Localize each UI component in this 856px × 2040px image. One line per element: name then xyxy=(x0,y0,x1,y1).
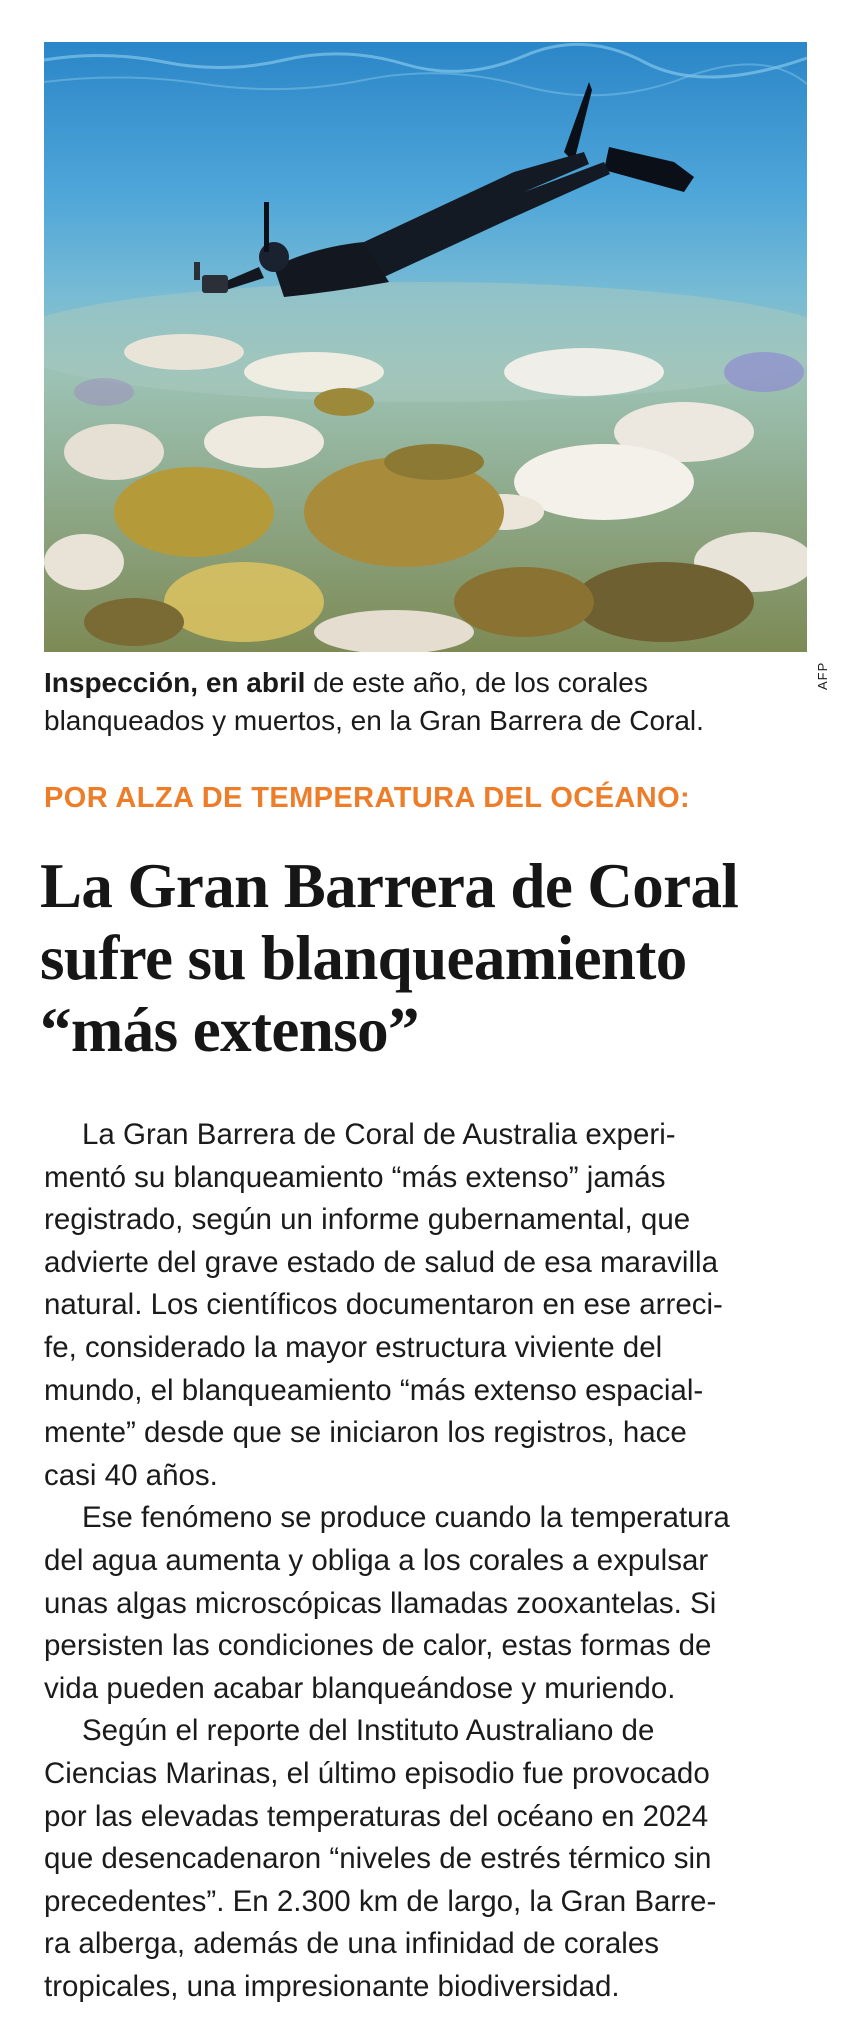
photo-credit: AFP xyxy=(815,661,830,690)
body-line: Según el reporte del Instituto Australiano de xyxy=(82,1714,655,1748)
photo-caption xyxy=(44,664,814,740)
headline-line-2: sufre su blanqueamiento xyxy=(40,923,687,993)
body-line: registrado, según un informe gubernamental, que xyxy=(44,1203,691,1237)
article-body xyxy=(44,1114,814,2008)
caption-bold-lead: Inspección, en abril xyxy=(44,667,306,698)
caption-text-1: de este año, de los corales xyxy=(305,667,648,698)
body-line: Ciencias Marinas, el último episodio fue provocado xyxy=(44,1756,710,1790)
body-line: tropicales, una impresionante biodiversidad. xyxy=(44,1969,620,2003)
body-line: mente” desde que se iniciaron los registros, hace xyxy=(44,1416,687,1450)
body-line: unas algas microscópicas llamadas zooxantelas. Si xyxy=(44,1586,717,1620)
body-line: mentó su blanqueamiento “más extenso” jamás xyxy=(44,1160,666,1194)
article-kicker: POR ALZA DE TEMPERATURA DEL OCÉANO: xyxy=(44,782,691,814)
body-line: por las elevadas temperaturas del océano en 2024 xyxy=(44,1799,709,1833)
headline-line-3: “más extenso” xyxy=(40,995,419,1065)
coral-reef-photo xyxy=(44,42,807,652)
body-line: persisten las condiciones de calor, estas formas de xyxy=(44,1629,712,1663)
article-headline xyxy=(40,850,840,1066)
caption-text-2: blanqueados y muertos, en la Gran Barrera de Coral. xyxy=(44,705,704,736)
body-line: Ese fenómeno se produce cuando la temperatura xyxy=(82,1501,730,1535)
body-line: vida pueden acabar blanqueándose y muriendo. xyxy=(44,1671,676,1705)
body-line: advierte del grave estado de salud de esa maravilla xyxy=(44,1245,718,1279)
body-line: precedentes”. En 2.300 km de largo, la Gran Barre- xyxy=(44,1884,717,1918)
reef-diver-illustration xyxy=(44,42,807,652)
headline-line-1: La Gran Barrera de Coral xyxy=(40,851,739,921)
body-line: que desencadenaron “niveles de estrés térmico sin xyxy=(44,1842,712,1876)
body-line: natural. Los científicos documentaron en ese arreci- xyxy=(44,1288,723,1322)
body-line: La Gran Barrera de Coral de Australia experi- xyxy=(82,1118,676,1151)
body-line: casi 40 años. xyxy=(44,1458,218,1492)
photo-credit-wrap xyxy=(815,650,833,690)
body-line: ra alberga, además de una infinidad de corales xyxy=(44,1927,659,1961)
body-line: fe, considerado la mayor estructura viviente del xyxy=(44,1330,663,1364)
body-line: mundo, el blanqueamiento “más extenso espacial- xyxy=(44,1373,704,1407)
body-line: del agua aumenta y obliga a los corales a expulsar xyxy=(44,1543,709,1577)
